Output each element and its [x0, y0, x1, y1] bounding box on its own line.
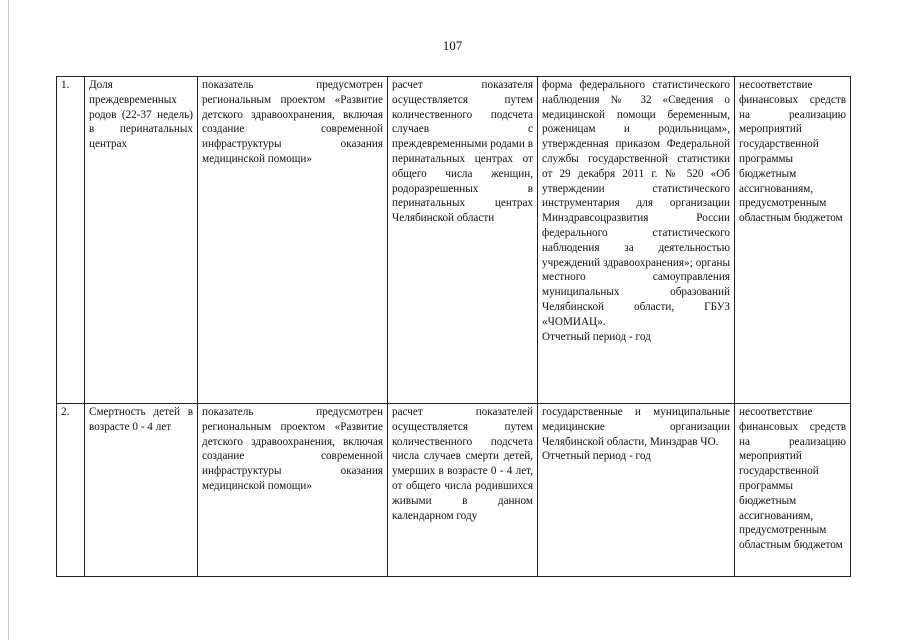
indicator-basis: показатель предусмотрен региональным проектом «Развитие детского здравоохранения, включая создание современной инфраструктуры оказания медицинской помощи» — [198, 404, 388, 577]
page-edge-line — [8, 0, 9, 640]
indicator-basis: показатель предусмотрен региональным проектом «Развитие детского здравоохранения, включая создание современной инфраструктуры оказания медицинской помощи» — [198, 77, 388, 404]
table-row — [57, 404, 851, 577]
page-number: 107 — [442, 38, 463, 53]
reporting-period: Отчетный период - год — [542, 450, 651, 463]
data-source-cell — [538, 77, 735, 404]
indicator-name: Смертность детей в возрасте 0 - 4 лет — [85, 404, 198, 577]
data-source-cell — [538, 404, 735, 577]
risk-description: несоответствие финансовых средств на реализацию мероприятий государственной программы бюджетным ассигнованиям, предусмотренным областным бюджетом — [735, 77, 851, 404]
reporting-period: Отчетный период - год — [542, 330, 651, 343]
table-row — [57, 77, 851, 404]
row-number: 1. — [57, 77, 85, 404]
indicators-table — [56, 76, 851, 577]
data-source: государственные и муниципальные медицинские организации Челябинской области, Минздрав ЧО. — [542, 406, 730, 448]
risk-description: несоответствие финансовых средств на реализацию мероприятий государственной программы бюджетным ассигнованиям, предусмотренным областным бюджетом — [735, 404, 851, 577]
indicator-name: Доля преждевременных родов (22-37 недель) в перинатальных центрах — [85, 77, 198, 404]
calculation-method: расчет показателей осуществляется путем количественного подсчета числа случаев смерти детей, умерших в возрасте 0 - 4 лет, от общего числа родившихся живыми в данном календарном году — [388, 404, 538, 577]
row-number: 2. — [57, 404, 85, 577]
calculation-method: расчет показателя осуществляется путем количественного подсчета случаев с преждевременными родами в перинатальных центрах от общего числа женщин, родоразрешенных в перинатальных центрах Челябинской области — [388, 77, 538, 404]
data-source: форма федерального статистического наблюдения № 32 «Сведения о медицинской помощи беременным, роженицам и родильницам», утвержденная приказом Федеральной службы государственной статистики от 29 декабря 2011 г. № 520 «Об утверждении статистического инструментария для организации Минздравсоцразвития России федерального статистического наблюдения за деятельностью учреждений здравоохранения»; органы местного самоуправления муниципальных образований Челябинской области, ГБУЗ «ЧОМИАЦ». — [542, 79, 730, 328]
